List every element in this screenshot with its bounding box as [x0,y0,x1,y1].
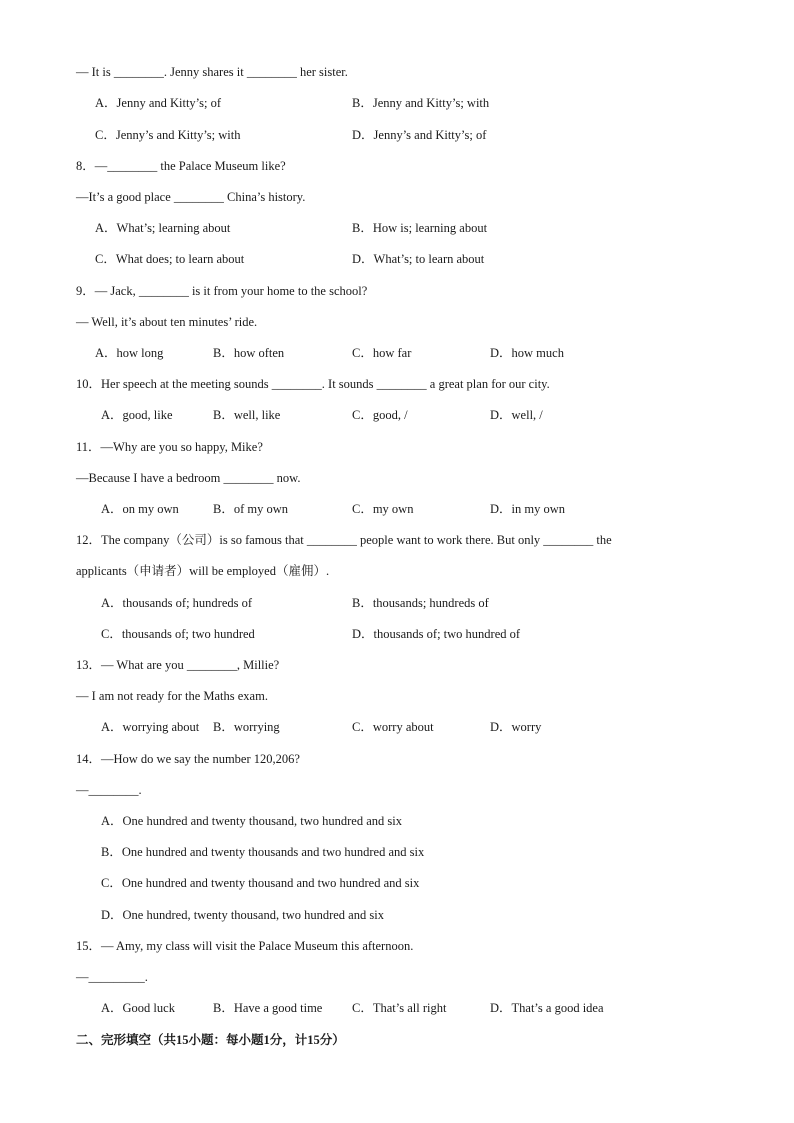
q10-line-1: 10．Her speech at the meeting sounds ________. It sounds ________ a great plan for our city. [76,377,550,391]
q7-line-1: — It is ________. Jenny shares it ________ her sister. [76,65,348,79]
q15-line-2: —_________. [76,970,148,984]
q13-option-b: B．worrying [213,720,280,734]
q8-line-1: 8．—________ the Palace Museum like? [76,159,286,173]
q11-line-2: —Because I have a bedroom ________ now. [76,471,301,485]
q10-option-d: D．well, / [490,408,543,422]
section-heading: 二、完形填空（共15小题：每小题1分，计15分） [76,1033,345,1047]
q14-option-a: A．One hundred and twenty thousand, two hundred and six [101,814,402,828]
q7-option-b: B．Jenny and Kitty’s; with [352,96,490,110]
q8-option-d: D．What’s; to learn about [352,252,485,266]
q12-option-d: D．thousands of; two hundred of [352,627,521,641]
q15-option-c: C．That’s all right [352,1001,447,1015]
q10-option-a: A．good, like [101,408,173,422]
q10-option-b: B．well, like [213,408,281,422]
q13-line-1: 13．— What are you ________, Millie? [76,658,280,672]
q11-option-a: A．on my own [101,502,179,516]
q11-option-d: D．in my own [490,502,566,516]
q9-line-2: — Well, it’s about ten minutes’ ride. [76,315,258,329]
q7-option-a: A．Jenny and Kitty’s; of [95,96,222,110]
q9-option-a: A．how long [95,346,164,360]
q9-option-c: C．how far [352,346,412,360]
q12-line-1: 12．The company（公司）is so famous that ________ people want to work there. But only ________ the [76,533,612,547]
q12-option-b: B．thousands; hundreds of [352,596,489,610]
q8-option-c: C．What does; to learn about [95,252,245,266]
q13-option-a: A．worrying about [101,720,200,734]
q7-option-d: D．Jenny’s and Kitty’s; of [352,128,487,142]
q11-line-1: 11．—Why are you so happy, Mike? [76,440,263,454]
q12-line-2: applicants（申请者）will be employed（雇佣）. [76,564,330,578]
q8-option-b: B．How is; learning about [352,221,488,235]
q9-line-1: 9．— Jack, ________ is it from your home to the school? [76,284,368,298]
q12-option-a: A．thousands of; hundreds of [101,596,253,610]
q11-option-b: B．of my own [213,502,289,516]
q15-option-d: D．That’s a good idea [490,1001,604,1015]
q8-line-2: —It’s a good place ________ China’s history. [76,190,306,204]
q7-option-c: C．Jenny’s and Kitty’s; with [95,128,241,142]
q12-option-c: C．thousands of; two hundred [101,627,255,641]
q13-option-d: D．worry [490,720,542,734]
q11-option-c: C．my own [352,502,414,516]
q9-option-d: D．how much [490,346,564,360]
q9-option-b: B．how often [213,346,285,360]
q13-line-2: — I am not ready for the Maths exam. [76,689,268,703]
q14-line-2: —________. [76,783,142,797]
q13-option-c: C．worry about [352,720,434,734]
q15-line-1: 15．— Amy, my class will visit the Palace Museum this afternoon. [76,939,414,953]
q14-option-b: B．One hundred and twenty thousands and two hundred and six [101,845,425,859]
q10-option-c: C．good, / [352,408,408,422]
q15-option-b: B．Have a good time [213,1001,323,1015]
q14-line-1: 14．—How do we say the number 120,206? [76,752,300,766]
q8-option-a: A．What’s; learning about [95,221,231,235]
q15-option-a: A．Good luck [101,1001,175,1015]
q14-option-d: D．One hundred, twenty thousand, two hundred and six [101,908,384,922]
q14-option-c: C．One hundred and twenty thousand and two hundred and six [101,876,420,890]
